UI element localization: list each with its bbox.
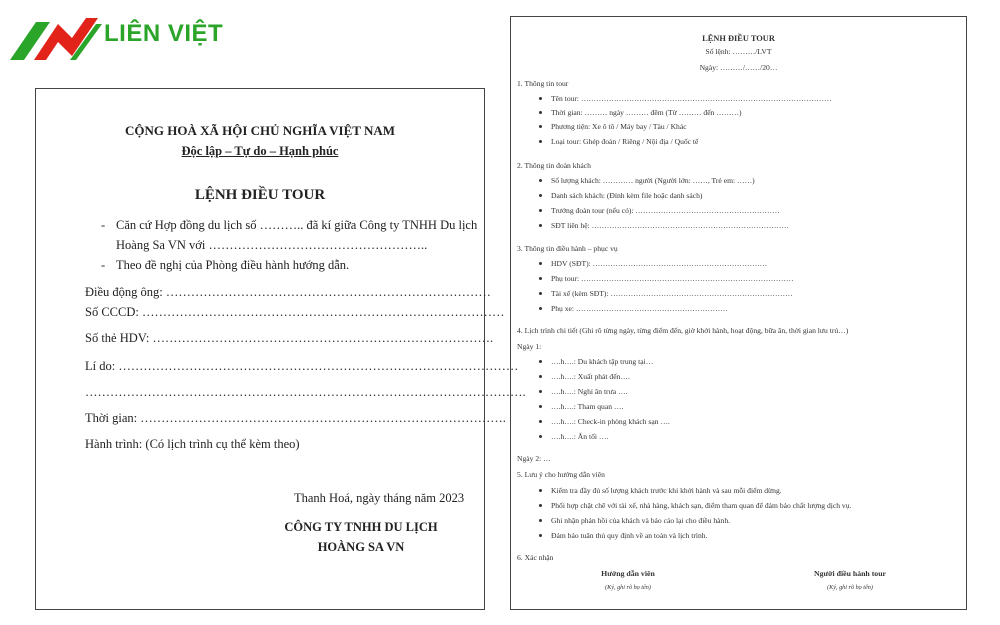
field-assignee: Điều động ông: ……………………………………………………………………	[85, 285, 491, 299]
section-heading: 1. Thông tin tour	[517, 79, 569, 88]
list-item: Số lượng khách: ………… người (Người lớn: ……, Trẻ em: ……)	[551, 176, 755, 185]
document-title: LỆNH ĐIỀU TOUR	[194, 187, 326, 203]
nation-heading: CỘNG HOÀ XÃ HỘI CHỦ NGHĨA VIỆT NAM	[124, 123, 396, 138]
section-heading: 3. Thông tin điều hành – phục vụ	[517, 244, 618, 253]
day-heading: Ngày 2: …	[517, 454, 551, 463]
schedule-item: ….h….: Ăn tối ….	[551, 432, 609, 441]
schedule-item: ….h….: Xuất phát đến….	[551, 372, 630, 381]
place-date: Thanh Hoá, ngày tháng năm 2023	[294, 491, 465, 505]
list-item: Thời gian: ……… ngày ……… đêm (Từ ……… đến ………)	[551, 108, 742, 117]
field-time: Thời gian: …………………………………………………………………………….	[85, 411, 506, 425]
company-line: HOÀNG SA VN	[317, 540, 405, 554]
company-line: CÔNG TY TNHH DU LỊCH	[284, 520, 438, 534]
company-signature	[276, 517, 446, 557]
list-item: Phối hợp chặt chẽ với tài xế, nhà hàng, khách sạn, điểm tham quan để đảm bảo chất lượng dịch vụ.	[551, 501, 852, 510]
field-reason-cont: …………………………………………………………………………………………….	[85, 385, 526, 399]
right-document-page	[510, 16, 967, 610]
list-item: Phụ tour: …………………………………………………………………………	[551, 274, 794, 283]
order-number: Số lệnh: ………/LVT	[705, 47, 772, 56]
basis-bullet	[101, 255, 481, 275]
list-item: HDV (SĐT): ……………………………………………………………	[551, 259, 768, 268]
signature-note: (Ký, ghi rõ họ tên)	[827, 584, 873, 591]
field-id-number: Số CCCD: ……………………………………………………………………………	[85, 305, 505, 319]
signature-guide	[553, 569, 703, 591]
dash-icon: -	[101, 218, 106, 232]
schedule-item: ….h….: Tham quan ….	[551, 402, 624, 411]
left-document-page	[35, 88, 526, 610]
list-item: Ghi nhận phản hồi của khách và báo cáo lại cho điều hành.	[551, 516, 731, 525]
list-item: Phụ xe: ……………………………………………………	[551, 304, 728, 313]
day-heading: Ngày 1:	[517, 342, 542, 351]
list-item: Danh sách khách: (Đính kèm file hoặc danh sách)	[551, 191, 703, 200]
document-title: LỆNH ĐIỀU TOUR	[702, 34, 775, 43]
signature-role: Người điều hành tour	[813, 569, 887, 578]
signature-role: Hướng dẫn viên	[601, 569, 655, 578]
field-reason: Lí do: ……………………………………………………………………………………	[85, 359, 519, 373]
brand-name: LIÊN VIỆT	[104, 20, 224, 47]
section-heading: 2. Thông tin đoàn khách	[517, 161, 591, 170]
section-heading: 4. Lịch trình chi tiết (Ghi rõ từng ngày, từng điểm đến, giờ khởi hành, hoạt động, bữa ăn, thời gian lưu trú…)	[517, 326, 849, 335]
schedule-item: ….h….: Check-in phòng khách sạn ….	[551, 417, 670, 426]
signature-operator	[775, 569, 925, 591]
list-item: Trưởng đoàn tour (nếu có): …………………………………………………	[551, 206, 780, 215]
motto-heading: Độc lập – Tự do – Hạnh phúc	[181, 144, 339, 158]
list-item: Đảm bảo tuân thủ quy định về an toàn và lịch trình.	[551, 531, 708, 540]
order-date: Ngày: ………/……/20…	[699, 63, 778, 72]
section-heading: 5. Lưu ý cho hướng dẫn viên	[517, 470, 605, 479]
section-heading: 6. Xác nhận	[517, 553, 554, 562]
list-item: SĐT liên hệ: ……………………………………………………………………	[551, 221, 790, 230]
field-itinerary: Hành trình: (Có lịch trình cụ thể kèm theo)	[85, 437, 300, 451]
signature-note: (Ký, ghi rõ họ tên)	[605, 584, 651, 591]
schedule-item: ….h….: Du khách tập trung tại…	[551, 357, 654, 366]
list-item: Phương tiện: Xe ô tô / Máy bay / Tàu / Khác	[551, 122, 687, 131]
basis-text: Căn cứ Hợp đồng du lịch số ……….. đã kí giữa Công ty TNHH Du lịch Hoàng Sa VN với ……………………………………………..	[116, 218, 478, 252]
list-item: Kiểm tra đầy đủ số lượng khách trước khi khởi hành và sau mỗi điểm dừng.	[551, 486, 782, 495]
list-item: Tài xế (kèm SĐT): ………………………………………………………………	[551, 289, 793, 298]
schedule-item: ….h….: Nghỉ ăn trưa ….	[551, 387, 628, 396]
basis-text: Theo đề nghị của Phòng điều hành hướng dẫn.	[116, 258, 350, 272]
dash-icon: -	[101, 258, 106, 272]
list-item: Loại tour: Ghép đoàn / Riêng / Nội địa / Quốc tế	[551, 137, 699, 146]
field-guide-card: Số thẻ HDV: ……………………………………………………………………….	[85, 331, 494, 345]
basis-bullet	[101, 215, 481, 255]
list-item: Tên tour: ………………………………………………………………………………………	[551, 94, 832, 103]
